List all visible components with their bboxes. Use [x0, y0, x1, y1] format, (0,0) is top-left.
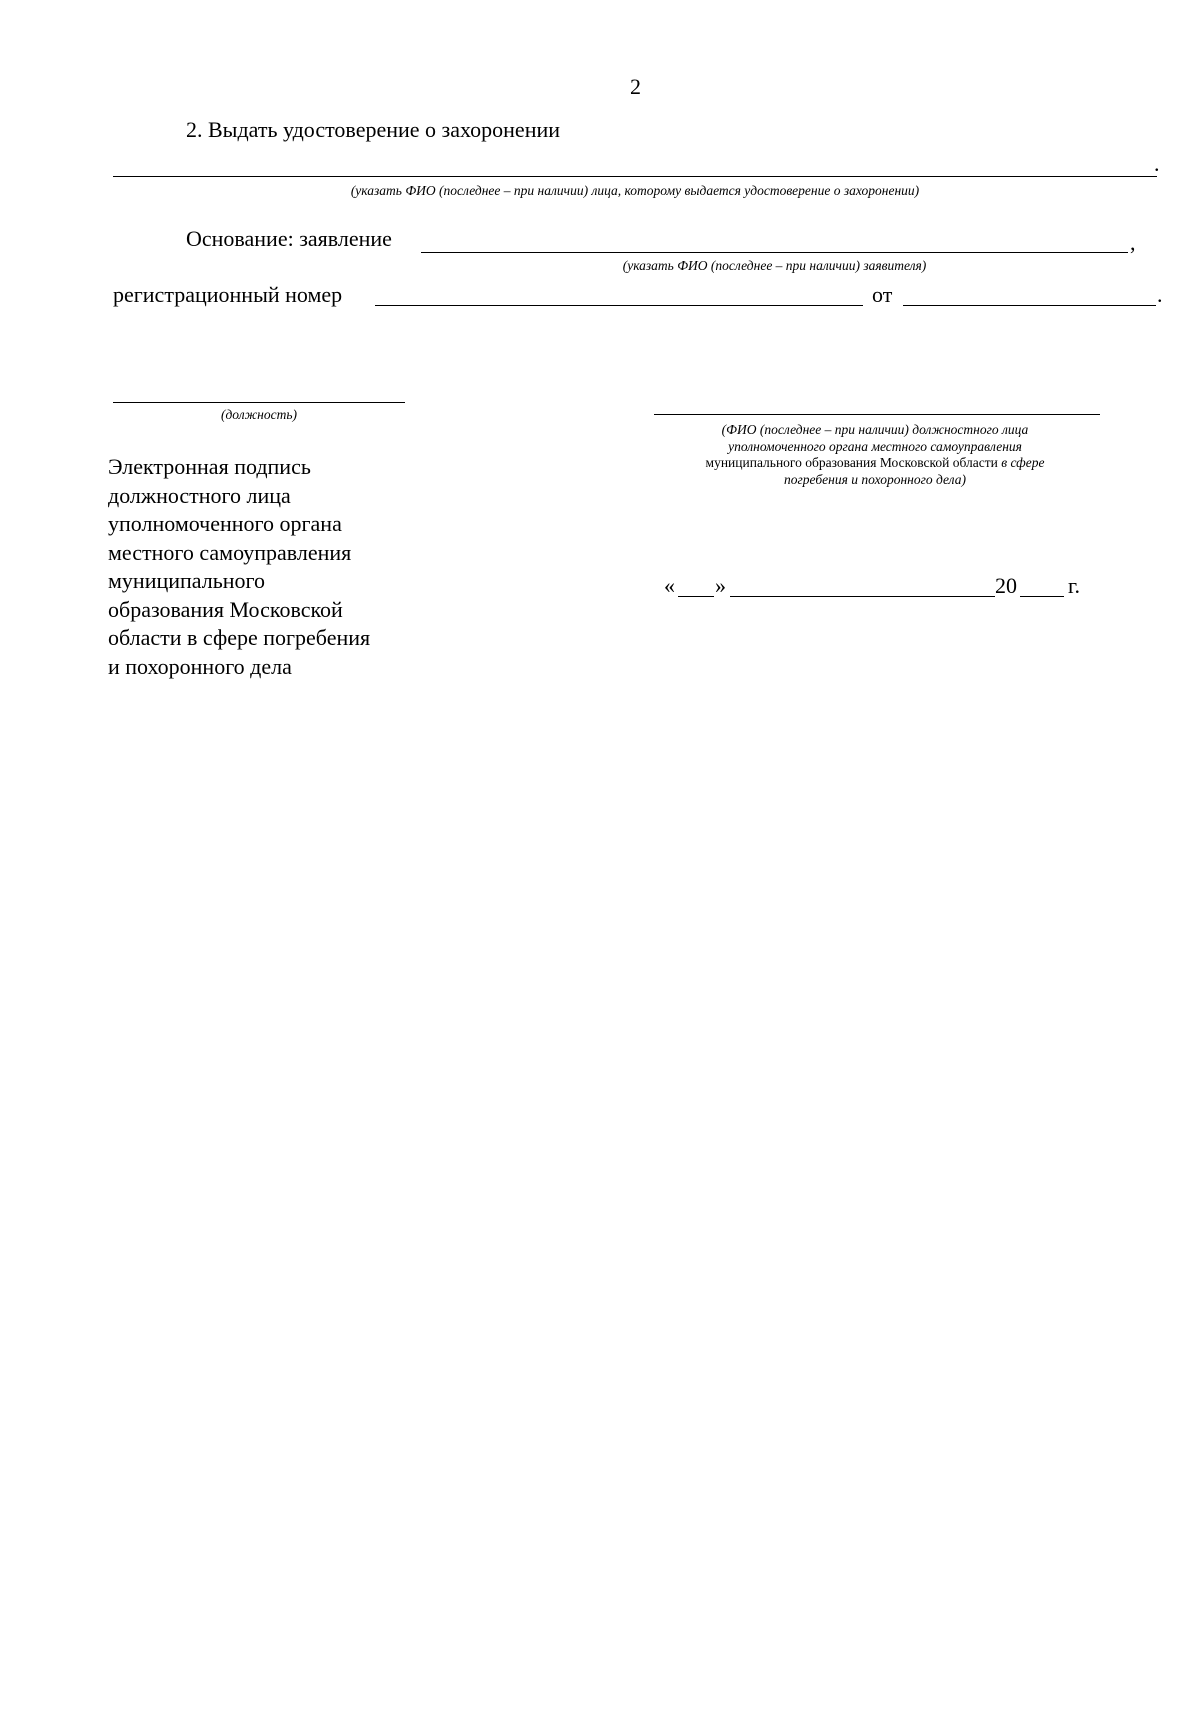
- e-signature-line: и похоронного дела: [108, 653, 292, 679]
- date-day-line: [678, 596, 714, 597]
- e-signature-line: местного самоуправления: [108, 539, 352, 565]
- recipient-fio-note: (указать ФИО (последнее – при наличии) лица, которому выдается удостоверение о захоронении): [350, 183, 920, 198]
- applicant-fio-note: (указать ФИО (последнее – при наличии) заявителя): [622, 258, 927, 273]
- recipient-fio-line: [113, 176, 1157, 177]
- official-fio-note-line2: уполномоченного органа местного самоуправления: [728, 438, 1022, 454]
- item2-end-mark: .: [1154, 151, 1160, 176]
- e-signature-line: муниципального: [108, 568, 266, 593]
- e-signature-line: должностного лица: [108, 482, 291, 508]
- official-fio-note-line3: [620, 455, 1130, 472]
- registration-date-line: [903, 305, 1156, 306]
- official-fio-note-line1: (ФИО (последнее – при наличии) должностного лица: [721, 422, 1029, 437]
- registration-label: регистрационный номер: [113, 282, 343, 307]
- official-fio-note: [620, 422, 1130, 488]
- date-month-line: [730, 596, 995, 597]
- registration-end-mark: .: [1157, 282, 1163, 307]
- position-line: [113, 402, 405, 403]
- official-fio-note-line3-italic: в сфере: [997, 455, 1045, 470]
- official-fio-note-line4: погребения и похоронного дела): [784, 471, 966, 487]
- e-signature-block: [108, 453, 428, 681]
- basis-end-mark: ,: [1130, 230, 1136, 255]
- official-fio-line: [654, 414, 1100, 415]
- date-open-quote: «: [664, 573, 675, 598]
- position-note: (должность): [220, 407, 297, 422]
- e-signature-line: уполномоченного органа: [108, 511, 342, 536]
- item2-text: 2. Выдать удостоверение о захоронении: [186, 117, 561, 142]
- e-signature-line: образования Московской: [108, 596, 343, 622]
- date-close-quote: »: [715, 573, 726, 598]
- date-year-suffix: г.: [1068, 573, 1081, 598]
- registration-from-label: от: [872, 282, 893, 307]
- e-signature-line: области в сфере погребения: [108, 625, 371, 650]
- official-fio-note-line3-plain: муниципального образования Московской области: [705, 455, 998, 470]
- basis-label: Основание: заявление: [186, 226, 392, 251]
- applicant-fio-line: [421, 252, 1128, 253]
- e-signature-line: Электронная подпись: [108, 454, 311, 479]
- date-century: 20: [995, 573, 1017, 598]
- date-year-line: [1020, 596, 1064, 597]
- registration-number-line: [375, 305, 863, 306]
- page-number: 2: [630, 74, 641, 99]
